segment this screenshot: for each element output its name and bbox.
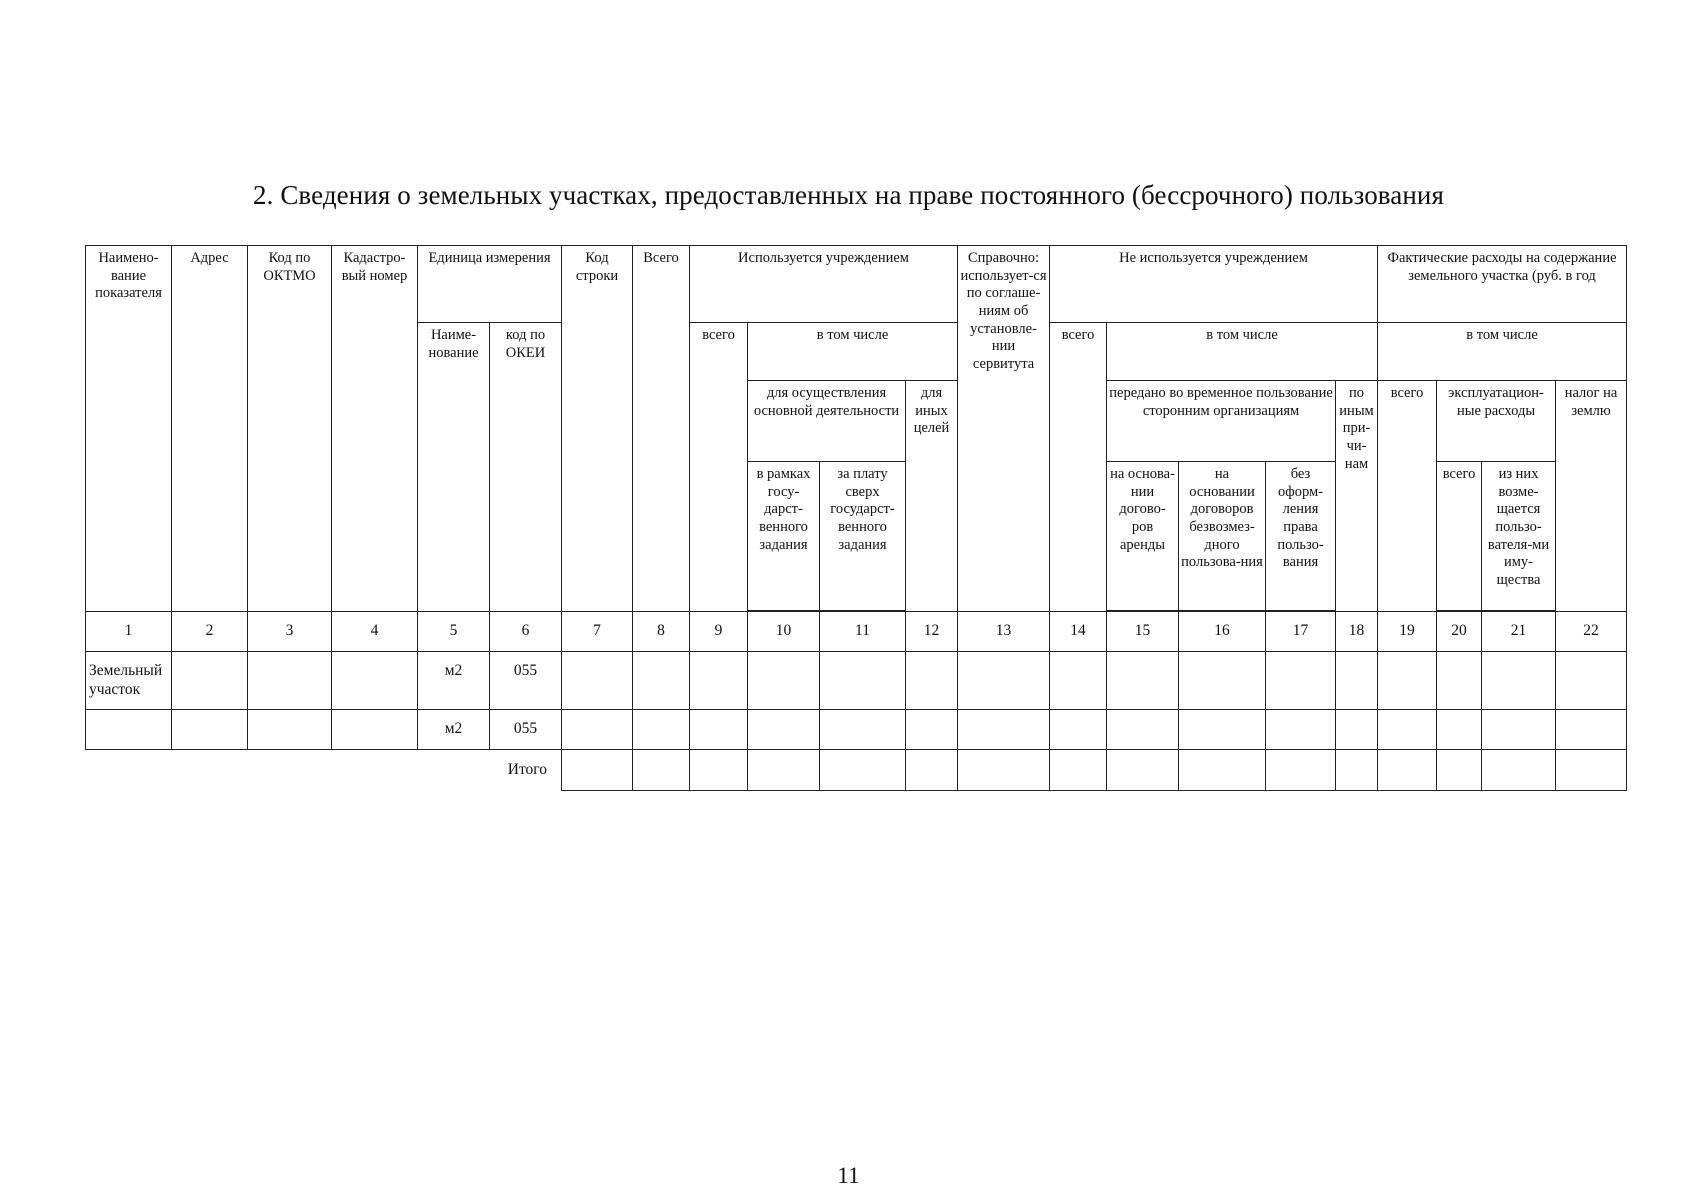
total-cell[interactable] bbox=[1378, 750, 1437, 791]
total-cell[interactable] bbox=[1266, 750, 1336, 791]
value-cell[interactable] bbox=[748, 652, 820, 710]
column-number: 1 bbox=[86, 612, 172, 652]
total-cell[interactable] bbox=[1556, 750, 1627, 791]
total-blank bbox=[172, 750, 248, 791]
col-operating-header: эксплуатацион-ные расходы bbox=[1437, 381, 1556, 462]
address-cell[interactable] bbox=[172, 652, 248, 710]
col-other-reasons-header: по иным при-чи-нам bbox=[1336, 381, 1378, 612]
col-servitude-header: Справочно: использует-ся по соглаше-ниям об установле-нии сервитута bbox=[958, 246, 1050, 612]
value-cell[interactable] bbox=[1482, 652, 1556, 710]
col-paid-header: за плату сверх государст-венного задания bbox=[820, 462, 906, 611]
col-temp-use-header: передано во временное пользование сторонним организациям bbox=[1107, 381, 1336, 462]
value-cell[interactable] bbox=[820, 652, 906, 710]
total-blank bbox=[248, 750, 332, 791]
column-number: 10 bbox=[748, 612, 820, 652]
total-cell[interactable] bbox=[1336, 750, 1378, 791]
value-cell[interactable] bbox=[958, 652, 1050, 710]
col-other-goals-header: для иных целей bbox=[906, 381, 958, 612]
value-cell[interactable] bbox=[1556, 710, 1627, 750]
table-row bbox=[86, 710, 1627, 750]
land-plots-table bbox=[85, 245, 1627, 791]
value-cell[interactable] bbox=[690, 652, 748, 710]
total-blank bbox=[418, 750, 490, 791]
column-number: 6 bbox=[490, 612, 562, 652]
header-row-1 bbox=[86, 246, 1627, 323]
page-number: 11 bbox=[837, 1163, 860, 1188]
col-not-used-incl-header: в том числе bbox=[1107, 323, 1378, 381]
col-reimbursed-header: из них возме-щается пользо-вателя-ми иму-щества bbox=[1482, 462, 1556, 611]
column-number: 2 bbox=[172, 612, 248, 652]
column-number: 5 bbox=[418, 612, 490, 652]
unit-cell: м2 bbox=[418, 710, 490, 750]
column-number: 11 bbox=[820, 612, 906, 652]
col-exp-incl-header: в том числе bbox=[1378, 323, 1627, 381]
value-cell[interactable] bbox=[1378, 710, 1437, 750]
value-cell[interactable] bbox=[1556, 652, 1627, 710]
col-total-header: Всего bbox=[633, 246, 690, 612]
column-number: 4 bbox=[332, 612, 418, 652]
total-cell[interactable] bbox=[633, 750, 690, 791]
col-unit-header: Единица измерения bbox=[418, 246, 562, 323]
value-cell[interactable] bbox=[1336, 710, 1378, 750]
col-used-total-header: всего bbox=[690, 323, 748, 612]
col-address-header: Адрес bbox=[172, 246, 248, 612]
cadastral-cell[interactable] bbox=[332, 652, 418, 710]
value-cell[interactable] bbox=[1336, 652, 1378, 710]
col-name-header: Наимено-вание показателя bbox=[86, 246, 172, 612]
total-blank bbox=[332, 750, 418, 791]
total-cell[interactable] bbox=[1107, 750, 1179, 791]
col-not-used-header: Не используется учреждением bbox=[1050, 246, 1378, 323]
column-number: 14 bbox=[1050, 612, 1107, 652]
row-name-cell[interactable] bbox=[86, 710, 172, 750]
value-cell[interactable] bbox=[1107, 652, 1179, 710]
value-cell[interactable] bbox=[1378, 652, 1437, 710]
col-free-use-header: на основании договоров безвозмез-дного пользова-ния bbox=[1179, 462, 1266, 611]
row-code-cell[interactable] bbox=[562, 652, 633, 710]
column-number: 22 bbox=[1556, 612, 1627, 652]
oktmo-cell[interactable] bbox=[248, 710, 332, 750]
value-cell[interactable] bbox=[1050, 710, 1107, 750]
col-cadastral-header: Кадастро-вый номер bbox=[332, 246, 418, 612]
col-used-header: Используется учреждением bbox=[690, 246, 958, 323]
value-cell[interactable] bbox=[906, 710, 958, 750]
col-unit-okei-header: код по ОКЕИ bbox=[490, 323, 562, 612]
value-cell[interactable] bbox=[820, 710, 906, 750]
value-cell[interactable] bbox=[748, 710, 820, 750]
column-number: 15 bbox=[1107, 612, 1179, 652]
col-unit-name-header: Наиме-нование bbox=[418, 323, 490, 612]
total-cell[interactable] bbox=[748, 750, 820, 791]
col-row-code-header: Код строки bbox=[562, 246, 633, 612]
value-cell[interactable] bbox=[1179, 710, 1266, 750]
column-number: 8 bbox=[633, 612, 690, 652]
value-cell[interactable] bbox=[1437, 710, 1482, 750]
column-number: 19 bbox=[1378, 612, 1437, 652]
total-cell[interactable] bbox=[1179, 750, 1266, 791]
value-cell[interactable] bbox=[633, 652, 690, 710]
row-name-cell: Земельный участок bbox=[86, 652, 172, 710]
okei-cell: 055 bbox=[490, 652, 562, 710]
value-cell[interactable] bbox=[1266, 652, 1336, 710]
col-exp-total-header: всего bbox=[1378, 381, 1437, 612]
column-number: 18 bbox=[1336, 612, 1378, 652]
total-label: Итого bbox=[507, 760, 548, 778]
col-state-task-header: в рамках госу-дарст-венного задания bbox=[748, 462, 820, 611]
total-cell[interactable] bbox=[906, 750, 958, 791]
col-oktmo-header: Код по ОКТМО bbox=[248, 246, 332, 612]
total-cell[interactable] bbox=[958, 750, 1050, 791]
col-no-formal-header: без оформ-ления права пользо-вания bbox=[1266, 462, 1336, 611]
unit-cell: м2 bbox=[418, 652, 490, 710]
column-number: 12 bbox=[906, 612, 958, 652]
total-cell[interactable] bbox=[690, 750, 748, 791]
value-cell[interactable] bbox=[1266, 710, 1336, 750]
col-not-used-total-header: всего bbox=[1050, 323, 1107, 612]
value-cell[interactable] bbox=[958, 710, 1050, 750]
total-cell[interactable] bbox=[820, 750, 906, 791]
oktmo-cell[interactable] bbox=[248, 652, 332, 710]
address-cell[interactable] bbox=[172, 710, 248, 750]
total-blank bbox=[86, 750, 172, 791]
total-cell[interactable] bbox=[1050, 750, 1107, 791]
value-cell[interactable] bbox=[1482, 710, 1556, 750]
column-number: 17 bbox=[1266, 612, 1336, 652]
value-cell[interactable] bbox=[1179, 652, 1266, 710]
value-cell[interactable] bbox=[1107, 710, 1179, 750]
total-cell[interactable] bbox=[1482, 750, 1556, 791]
value-cell[interactable] bbox=[906, 652, 958, 710]
column-number: 7 bbox=[562, 612, 633, 652]
col-operating-total-header: всего bbox=[1437, 462, 1482, 611]
col-used-incl-header: в том числе bbox=[748, 323, 958, 381]
column-number: 21 bbox=[1482, 612, 1556, 652]
value-cell[interactable] bbox=[1050, 652, 1107, 710]
column-number: 9 bbox=[690, 612, 748, 652]
value-cell[interactable] bbox=[1437, 652, 1482, 710]
value-cell[interactable] bbox=[690, 710, 748, 750]
cadastral-cell[interactable] bbox=[332, 710, 418, 750]
okei-cell: 055 bbox=[490, 710, 562, 750]
total-row bbox=[86, 750, 1627, 791]
col-lease-header: на основа-нии догово-ров аренды bbox=[1107, 462, 1179, 611]
column-number: 13 bbox=[958, 612, 1050, 652]
col-expenses-header: Фактические расходы на содержание земельного участка (руб. в год bbox=[1378, 246, 1627, 323]
column-numbers-row bbox=[86, 612, 1627, 652]
column-number: 20 bbox=[1437, 612, 1482, 652]
column-number: 16 bbox=[1179, 612, 1266, 652]
page-title: 2. Сведения о земельных участках, предоставленных на праве постоянного (бессрочного) пользования bbox=[253, 180, 1444, 210]
column-number: 3 bbox=[248, 612, 332, 652]
row-code-cell[interactable] bbox=[562, 710, 633, 750]
col-main-activity-header: для осуществления основной деятельности bbox=[748, 381, 906, 462]
value-cell[interactable] bbox=[633, 710, 690, 750]
col-land-tax-header: налог на землю bbox=[1556, 381, 1627, 612]
total-cell[interactable] bbox=[562, 750, 633, 791]
total-cell[interactable] bbox=[1437, 750, 1482, 791]
table-row bbox=[86, 652, 1627, 710]
